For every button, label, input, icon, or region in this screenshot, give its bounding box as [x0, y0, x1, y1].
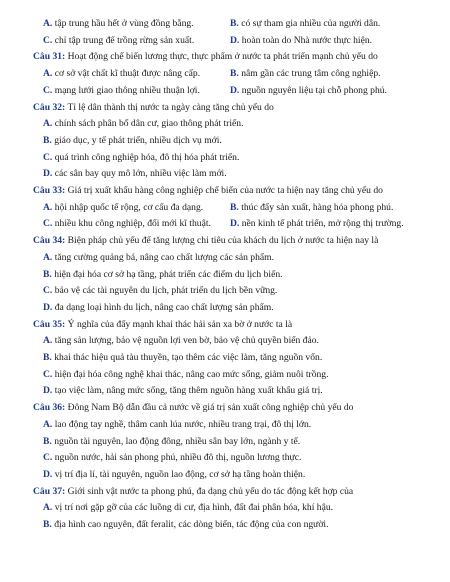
option-text: lao động tay nghề, thâm canh lúa nước, nhiều trang trại, đô thị lớn.: [54, 418, 312, 430]
option-text: bảo vệ các tài nguyên du lịch, phát triển du lịch bền vững.: [54, 285, 278, 297]
option-letter: C.: [43, 84, 53, 96]
option-letter: C.: [43, 151, 53, 163]
question-number: Câu 36:: [33, 402, 66, 414]
q37-question: [33, 484, 440, 501]
option-text: hội nhập quốc tế rộng, cơ cấu đa dạng.: [54, 201, 204, 213]
option-letter: D.: [43, 468, 53, 480]
q32-option-d[interactable]: [33, 166, 440, 183]
q31-options-row-2: [33, 83, 440, 100]
option-letter: B.: [43, 268, 52, 280]
q37-option-a[interactable]: [33, 500, 440, 517]
question-number: Câu 35:: [33, 318, 66, 330]
q31-option-d[interactable]: [230, 83, 440, 100]
q32-option-b[interactable]: [33, 133, 440, 150]
option-letter: A.: [43, 418, 53, 430]
option-text: hiện đại hóa công nghệ khai thác, nâng cao mức sống, giảm nuôi trồng.: [54, 368, 329, 380]
option-text: tạo việc làm, nâng mức sống, tăng thêm nguồn hàng xuất khẩu giá trị.: [54, 385, 323, 397]
q32-option-c[interactable]: [33, 150, 440, 167]
q30-options-row-1: [33, 16, 440, 33]
option-letter: D.: [230, 84, 240, 96]
option-text: vị trí địa lí, tài nguyên, nguồn lao động, cơ sở hạ tầng hoàn thiện.: [54, 468, 306, 480]
q35-option-c[interactable]: [33, 367, 440, 384]
q33-question: [33, 183, 440, 200]
option-letter: C.: [43, 34, 53, 46]
option-letter: B.: [230, 68, 239, 80]
option-letter: C.: [43, 218, 53, 230]
option-text: nhiều khu công nghiệp, đổi mới kĩ thuật.: [54, 218, 211, 230]
q33-option-c[interactable]: [33, 216, 230, 233]
option-text: hoàn toàn do Nhà nước thực hiện.: [241, 34, 373, 46]
option-letter: B.: [43, 352, 52, 364]
question-text: Hoạt động chế biến lương thực, thực phẩm ở nước ta phát triển mạnh chủ yếu do: [67, 51, 378, 63]
q36-option-b[interactable]: [33, 434, 440, 451]
option-text: các sân bay quy mô lớn, nhiều việc làm mới.: [54, 168, 227, 180]
q35-option-b[interactable]: [33, 350, 440, 367]
option-text: tăng cường quảng bá, nâng cao chất lượng các sản phẩm.: [54, 251, 275, 263]
option-text: địa hình cao nguyên, đất feralit, các dòng biển, tác động của con người.: [54, 519, 329, 531]
option-text: thúc đẩy sản xuất, hàng hóa phong phú.: [241, 201, 394, 213]
q35-question: [33, 317, 440, 334]
option-letter: A.: [43, 251, 53, 263]
option-text: nâm gần các trung tâm công nghiệp.: [241, 68, 381, 80]
option-letter: D.: [43, 301, 53, 313]
q33-option-b[interactable]: [230, 200, 440, 217]
q30-option-c[interactable]: [33, 33, 230, 50]
question-number: Câu 32:: [33, 101, 66, 113]
q36-option-c[interactable]: [33, 450, 440, 467]
option-text: hiện đại hóa cơ sở hạ tầng, phát triển các điểm du lịch biển.: [54, 268, 283, 280]
option-letter: B.: [230, 18, 239, 29]
question-number: Câu 31:: [33, 51, 66, 63]
q31-option-a[interactable]: [33, 66, 230, 83]
option-letter: B.: [43, 134, 52, 146]
option-text: chính sách phân bố dân cư, giao thông phát triển.: [54, 118, 244, 130]
question-number: Câu 34:: [33, 235, 66, 247]
q35-option-a[interactable]: [33, 333, 440, 350]
option-letter: D.: [230, 218, 240, 230]
option-letter: C.: [43, 368, 53, 380]
option-letter: C.: [43, 452, 53, 464]
q33-options-row-1: [33, 200, 440, 217]
question-number: Câu 37:: [33, 485, 66, 497]
option-text: nguồn tài nguyên, lao động đông, nhiều sân bay lớn, ngành y tế.: [54, 435, 301, 447]
option-text: tăng sản lượng, bảo vệ nguồn lợi ven bờ, bảo vệ chủ quyền biển đảo.: [54, 335, 319, 347]
option-text: giáo dục, y tế phát triển, nhiều dịch vụ mới.: [54, 134, 222, 146]
option-text: mạng lưới giao thông nhiều thuận lợi.: [54, 84, 200, 96]
option-text: chỉ tập trung để trồng rừng sản xuất.: [54, 34, 195, 46]
option-text: nền kinh tế phát triển, mở rộng thị trường.: [241, 218, 404, 230]
q34-option-a[interactable]: [33, 250, 440, 267]
q36-option-a[interactable]: [33, 417, 440, 434]
option-letter: C.: [43, 285, 53, 297]
option-letter: A.: [43, 201, 53, 213]
q31-option-b[interactable]: [230, 66, 440, 83]
option-letter: A.: [43, 118, 53, 130]
option-letter: B.: [43, 435, 52, 447]
q33-option-a[interactable]: [33, 200, 230, 217]
q36-question: [33, 400, 440, 417]
option-text: nguồn nước, hải sản phong phú, nhiều đô thị, nguồn lương thực.: [54, 452, 302, 464]
q33-option-d[interactable]: [230, 216, 440, 233]
q34-option-c[interactable]: [33, 283, 440, 300]
q31-option-c[interactable]: [33, 83, 230, 100]
q31-options-row-1: [33, 66, 440, 83]
question-text: Giới sinh vật nước ta phong phú, đa dạng chủ yếu do tác động kết hợp của: [67, 485, 354, 497]
question-text: Ý nghĩa của đẩy mạnh khai thác hải sản xa bờ ở nước ta là: [67, 318, 293, 330]
q34-question: [33, 233, 440, 250]
q31-question: [33, 49, 440, 66]
option-letter: A.: [43, 18, 53, 29]
option-letter: D.: [43, 385, 53, 397]
option-letter: A.: [43, 502, 53, 514]
option-letter: B.: [230, 201, 239, 213]
q33-options-row-2: [33, 216, 440, 233]
q34-option-b[interactable]: [33, 267, 440, 284]
option-text: cơ sở vật chất kĩ thuật được nâng cấp.: [54, 68, 201, 80]
option-letter: A.: [43, 335, 53, 347]
q32-option-a[interactable]: [33, 116, 440, 133]
option-text: quá trình công nghiệp hóa, đô thị hóa phát triển.: [54, 151, 240, 163]
option-letter: D.: [43, 168, 53, 180]
question-number: Câu 33:: [33, 185, 66, 197]
option-letter: D.: [230, 34, 240, 46]
q37-option-b[interactable]: [33, 517, 440, 534]
option-text: khai thác hiệu quả tàu thuyền, tạo thêm các việc làm, tăng nguồn vốn.: [54, 352, 323, 364]
q36-option-d[interactable]: [33, 467, 440, 484]
option-text: vị trí nơi gặp gỡ của các luồng di cư, địa hình, đất đai phân hóa, khí hậu.: [54, 502, 334, 514]
option-text: có sự tham gia nhiều của người dân.: [241, 18, 381, 29]
q32-question: [33, 100, 440, 117]
option-letter: B.: [43, 519, 52, 531]
option-text: tập trung hầu hết ở vùng đồng bằng.: [54, 18, 194, 29]
q34-option-d[interactable]: [33, 300, 440, 317]
question-text: Tỉ lệ dân thành thị nước ta ngày càng tăng chủ yếu do: [67, 101, 274, 113]
question-text: Đông Nam Bộ dẫn đầu cả nước về giá trị sản xuất công nghiệp chủ yếu do: [67, 402, 354, 414]
q35-option-d[interactable]: [33, 383, 440, 400]
question-text: Giá trị xuất khẩu hàng công nghiệp chế biến của nước ta hiện nay tăng chủ yếu do: [67, 185, 383, 197]
question-text: Biện pháp chủ yếu để tăng lượng chi tiêu của khách du lịch ở nước ta hiện nay là: [67, 235, 379, 247]
option-text: nguồn nguyên liệu tại chỗ phong phú.: [241, 84, 387, 96]
q30-option-a[interactable]: [33, 16, 230, 33]
q30-options-row-2: [33, 33, 440, 50]
q30-option-d[interactable]: [230, 33, 440, 50]
q30-option-b[interactable]: [230, 16, 440, 33]
option-letter: A.: [43, 68, 53, 80]
option-text: đa dạng loại hình du lịch, nâng cao chất lượng sản phẩm.: [54, 301, 274, 313]
